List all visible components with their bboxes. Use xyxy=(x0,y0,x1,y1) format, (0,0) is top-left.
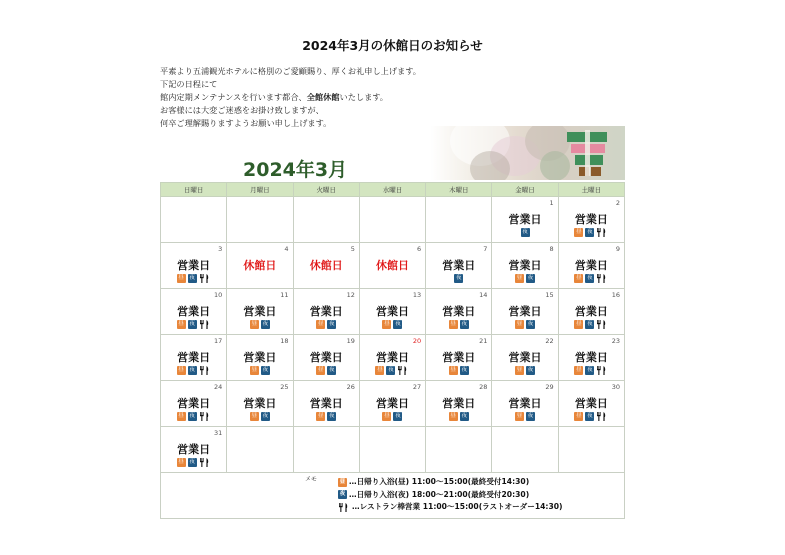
memo-cell xyxy=(161,473,625,519)
restaurant-icon xyxy=(199,274,211,283)
calendar-week-row xyxy=(161,427,625,473)
restaurant-icon xyxy=(199,366,211,375)
service-icons xyxy=(559,274,624,283)
day-number: 9 xyxy=(615,245,620,253)
calendar-day-cell xyxy=(426,335,492,381)
service-icons xyxy=(161,412,226,421)
day-number: 23 xyxy=(611,337,620,345)
day-number: 1 xyxy=(549,199,554,207)
night-bath-icon: 夜 xyxy=(456,275,462,281)
service-icons xyxy=(559,228,624,237)
night-bath-icon: 夜 xyxy=(189,459,195,465)
legend-item xyxy=(337,501,563,514)
service-icons xyxy=(492,366,557,375)
day-bath-icon: 昼 xyxy=(317,321,324,327)
day-number: 14 xyxy=(479,291,488,299)
day-bath-icon: 昼 xyxy=(576,321,582,327)
open-day-label: 営業日 xyxy=(442,259,476,272)
open-day-label: 営業日 xyxy=(177,397,211,410)
restaurant-icon xyxy=(199,412,211,421)
service-icons xyxy=(227,412,292,421)
calendar-day-cell xyxy=(359,289,425,335)
day-number: 13 xyxy=(412,291,422,299)
calendar-day-cell xyxy=(558,335,624,381)
open-day-label: 営業日 xyxy=(375,397,409,410)
restaurant-icon xyxy=(596,412,608,421)
intro-line: お客様には大変ご迷惑をお掛け致しますが、 xyxy=(160,105,324,115)
day-bath-icon: 昼 xyxy=(317,413,324,419)
day-bath-icon: 昼 xyxy=(450,367,457,373)
night-bath-icon: 夜 xyxy=(339,491,346,497)
night-bath-icon: 夜 xyxy=(189,367,195,373)
open-day-label: 営業日 xyxy=(442,397,476,410)
night-bath-icon: 夜 xyxy=(328,321,335,327)
service-icons xyxy=(492,320,557,329)
restaurant-icon xyxy=(199,320,211,329)
calendar-day-cell xyxy=(558,243,624,289)
calendar-empty-cell xyxy=(426,197,492,243)
night-bath-icon: 夜 xyxy=(587,229,593,235)
night-bath-icon: 夜 xyxy=(395,321,401,327)
day-bath-icon: 昼 xyxy=(178,413,184,419)
day-bath-icon: 昼 xyxy=(576,275,582,281)
weekday-header: 木曜日 xyxy=(426,183,492,197)
calendar-day-cell xyxy=(359,243,425,289)
open-day-label: 営業日 xyxy=(309,305,343,318)
night-bath-icon: 夜 xyxy=(527,275,534,281)
weekday-header: 土曜日 xyxy=(558,183,624,197)
closed-day-label: 休館日 xyxy=(309,259,343,272)
open-day-label: 営業日 xyxy=(508,351,542,364)
day-number: 22 xyxy=(545,337,554,345)
weekday-header: 月曜日 xyxy=(227,183,293,197)
day-bath-icon: 昼 xyxy=(317,367,324,373)
service-icons xyxy=(360,412,425,421)
day-number: 16 xyxy=(611,291,620,299)
spring-sign-icon xyxy=(565,128,611,178)
day-number: 10 xyxy=(214,291,223,299)
day-number: 6 xyxy=(416,245,422,253)
night-bath-icon: 夜 xyxy=(189,275,195,281)
open-day-label: 営業日 xyxy=(574,305,608,318)
day-number: 15 xyxy=(545,291,554,299)
calendar-body xyxy=(161,197,625,519)
intro-line: 平素より五浦観光ホテルに格別のご愛顧賜り、厚くお礼申し上げます。 xyxy=(160,66,421,76)
restaurant-icon xyxy=(596,228,608,237)
memo-row xyxy=(161,473,625,519)
calendar-week-row xyxy=(161,381,625,427)
day-bath-icon: 昼 xyxy=(450,321,457,327)
open-day-label: 営業日 xyxy=(442,305,476,318)
day-number: 30 xyxy=(611,383,620,391)
night-bath-icon: 夜 xyxy=(461,413,468,419)
service-icons xyxy=(492,228,557,237)
calendar-week-row xyxy=(161,335,625,381)
calendar-day-cell xyxy=(161,289,227,335)
calendar-day-cell xyxy=(558,381,624,427)
service-icons xyxy=(559,412,624,421)
calendar-week-row xyxy=(161,289,625,335)
day-number: 18 xyxy=(280,337,289,345)
day-number: 5 xyxy=(350,245,355,253)
day-number: 11 xyxy=(280,291,289,299)
night-bath-icon: 夜 xyxy=(262,321,269,327)
day-number: 20 xyxy=(412,337,422,345)
calendar-empty-cell xyxy=(426,427,492,473)
open-day-label: 営業日 xyxy=(574,259,608,272)
month-heading: 2024年3月 xyxy=(243,159,348,181)
open-day-label: 営業日 xyxy=(574,213,608,226)
open-day-label: 営業日 xyxy=(243,305,277,318)
calendar-empty-cell xyxy=(558,427,624,473)
restaurant-icon xyxy=(338,503,350,512)
day-bath-icon: 昼 xyxy=(178,367,184,373)
open-day-label: 営業日 xyxy=(508,305,542,318)
weekday-header: 日曜日 xyxy=(161,183,227,197)
calendar-day-cell xyxy=(161,335,227,381)
night-bath-icon: 夜 xyxy=(527,367,534,373)
day-number: 24 xyxy=(214,383,223,391)
night-bath-icon: 夜 xyxy=(262,367,269,373)
calendar-empty-cell xyxy=(227,197,293,243)
day-bath-icon: 昼 xyxy=(178,459,184,465)
calendar-day-cell xyxy=(426,381,492,427)
night-bath-icon: 夜 xyxy=(587,413,593,419)
day-number: 27 xyxy=(412,383,422,391)
day-number: 29 xyxy=(545,383,554,391)
service-icons xyxy=(426,274,491,283)
closed-day-label: 休館日 xyxy=(243,259,277,272)
day-number: 17 xyxy=(214,337,223,345)
open-day-label: 営業日 xyxy=(375,305,409,318)
calendar-empty-cell xyxy=(161,197,227,243)
open-day-label: 営業日 xyxy=(574,351,608,364)
service-icons xyxy=(426,320,491,329)
day-bath-icon: 昼 xyxy=(576,413,582,419)
day-number: 2 xyxy=(615,199,620,207)
calendar-week-row xyxy=(161,197,625,243)
day-number: 28 xyxy=(479,383,488,391)
day-bath-icon: 昼 xyxy=(251,367,258,373)
intro-line xyxy=(160,91,620,104)
service-icons xyxy=(426,412,491,421)
night-bath-icon: 夜 xyxy=(527,321,534,327)
restaurant-icon xyxy=(397,366,409,375)
intro-text-segment: いたします。 xyxy=(339,92,388,102)
calendar-empty-cell xyxy=(293,197,359,243)
service-icons xyxy=(294,320,359,329)
day-bath-icon: 昼 xyxy=(251,321,258,327)
calendar-day-cell xyxy=(492,197,558,243)
calendar-empty-cell xyxy=(293,427,359,473)
night-bath-icon: 夜 xyxy=(395,413,401,419)
day-bath-icon: 昼 xyxy=(339,478,346,485)
calendar-day-cell xyxy=(227,243,293,289)
restaurant-icon xyxy=(596,366,608,375)
legend-item xyxy=(337,489,563,502)
day-number: 8 xyxy=(549,245,554,253)
night-bath-icon: 夜 xyxy=(587,367,593,373)
weekday-header-row xyxy=(161,183,625,197)
legend-text: …レストラン棒営業 11:00～15:00(ラストオーダー14:30) xyxy=(352,502,563,511)
service-icons xyxy=(294,412,359,421)
day-bath-icon: 昼 xyxy=(384,413,390,419)
intro-text-segment: 館内定期メンテナンスを行います都合、 xyxy=(160,92,307,102)
open-day-label: 営業日 xyxy=(508,259,542,272)
calendar-day-cell xyxy=(492,335,558,381)
day-bath-icon: 昼 xyxy=(377,367,383,373)
legend-item xyxy=(337,476,563,489)
day-number: 12 xyxy=(346,291,355,299)
open-day-label: 営業日 xyxy=(309,397,343,410)
service-icons xyxy=(227,320,292,329)
service-icons xyxy=(559,320,624,329)
intro-line: 何卒ご理解賜りますようお願い申し上げます。 xyxy=(160,118,332,128)
memo-label: メモ xyxy=(305,476,318,483)
night-bath-icon: 夜 xyxy=(189,413,195,419)
weekday-header: 金曜日 xyxy=(492,183,558,197)
open-day-label: 営業日 xyxy=(375,351,409,364)
calendar-day-cell xyxy=(293,243,359,289)
night-bath-icon: 夜 xyxy=(388,367,394,373)
calendar-day-cell xyxy=(227,335,293,381)
calendar-day-cell xyxy=(227,381,293,427)
day-bath-icon: 昼 xyxy=(516,413,523,419)
day-bath-icon: 昼 xyxy=(178,321,184,327)
day-bath-icon: 昼 xyxy=(178,275,184,281)
day-number: 31 xyxy=(214,429,223,437)
calendar-day-cell xyxy=(492,243,558,289)
calendar-day-cell xyxy=(426,243,492,289)
calendar-day-cell xyxy=(293,335,359,381)
day-bath-icon: 昼 xyxy=(384,321,390,327)
page-title: 2024年3月の休館日のお知らせ xyxy=(302,38,483,53)
day-bath-icon: 昼 xyxy=(516,367,523,373)
calendar-day-cell xyxy=(492,289,558,335)
service-icons xyxy=(227,366,292,375)
service-icons xyxy=(426,366,491,375)
calendar-empty-cell xyxy=(227,427,293,473)
calendar-day-cell xyxy=(558,289,624,335)
service-icons xyxy=(492,412,557,421)
calendar-day-cell xyxy=(227,289,293,335)
night-bath-icon: 夜 xyxy=(522,229,528,235)
calendar-day-cell xyxy=(492,381,558,427)
calendar-empty-cell xyxy=(359,427,425,473)
intro-text xyxy=(160,65,620,130)
service-icons xyxy=(161,274,226,283)
calendar-day-cell xyxy=(359,335,425,381)
day-number: 3 xyxy=(218,245,223,253)
open-day-label: 営業日 xyxy=(243,397,277,410)
service-icons xyxy=(360,366,425,375)
calendar-day-cell xyxy=(161,427,227,473)
day-number: 26 xyxy=(346,383,355,391)
restaurant-icon xyxy=(199,458,211,467)
calendar-day-cell xyxy=(293,289,359,335)
open-day-label: 営業日 xyxy=(574,397,608,410)
night-bath-icon: 夜 xyxy=(461,321,468,327)
calendar-empty-cell xyxy=(359,197,425,243)
calendar-table xyxy=(160,182,625,519)
night-bath-icon: 夜 xyxy=(461,367,468,373)
closed-day-label: 休館日 xyxy=(375,259,409,272)
restaurant-icon xyxy=(596,274,608,283)
night-bath-icon: 夜 xyxy=(587,275,593,281)
closure-emphasis: 全館休館 xyxy=(306,92,340,102)
service-icons xyxy=(161,366,226,375)
open-day-label: 営業日 xyxy=(177,305,211,318)
calendar-day-cell xyxy=(293,381,359,427)
intro-line: 下記の日程にて xyxy=(160,79,218,89)
calendar-day-cell xyxy=(161,243,227,289)
open-day-label: 営業日 xyxy=(508,213,542,226)
day-number: 25 xyxy=(280,383,289,391)
day-number: 7 xyxy=(483,245,488,253)
day-bath-icon: 昼 xyxy=(450,413,457,419)
day-bath-icon: 昼 xyxy=(516,321,523,327)
night-bath-icon: 夜 xyxy=(189,321,195,327)
calendar-day-cell xyxy=(359,381,425,427)
legend-text: …日帰り入浴(昼) 11:00～15:00(最終受付14:30) xyxy=(349,477,530,486)
open-day-label: 営業日 xyxy=(243,351,277,364)
service-icons xyxy=(161,320,226,329)
service-icons xyxy=(294,366,359,375)
calendar-day-cell xyxy=(426,289,492,335)
legend-text: …日帰り入浴(夜) 18:00～21:00(最終受付20:30) xyxy=(349,489,530,499)
weekday-header: 水曜日 xyxy=(359,183,425,197)
weekday-header: 火曜日 xyxy=(293,183,359,197)
day-number: 19 xyxy=(346,337,355,345)
open-day-label: 営業日 xyxy=(177,259,211,272)
open-day-label: 営業日 xyxy=(177,351,211,364)
open-day-label: 営業日 xyxy=(442,351,476,364)
night-bath-icon: 夜 xyxy=(527,413,534,419)
night-bath-icon: 夜 xyxy=(328,413,335,419)
restaurant-icon xyxy=(596,320,608,329)
service-icons xyxy=(559,366,624,375)
day-number: 21 xyxy=(479,337,488,345)
service-icons xyxy=(161,458,226,467)
service-icons xyxy=(492,274,557,283)
day-bath-icon: 昼 xyxy=(516,275,523,281)
open-day-label: 営業日 xyxy=(177,443,211,456)
day-number: 4 xyxy=(284,245,289,253)
legend xyxy=(337,476,563,514)
open-day-label: 営業日 xyxy=(508,397,542,410)
night-bath-icon: 夜 xyxy=(262,413,269,419)
calendar-week-row xyxy=(161,243,625,289)
night-bath-icon: 夜 xyxy=(328,367,335,373)
day-bath-icon: 昼 xyxy=(576,229,582,235)
night-bath-icon: 夜 xyxy=(587,321,593,327)
calendar-day-cell xyxy=(558,197,624,243)
service-icons xyxy=(360,320,425,329)
day-bath-icon: 昼 xyxy=(576,367,582,373)
open-day-label: 営業日 xyxy=(309,351,343,364)
calendar-empty-cell xyxy=(492,427,558,473)
calendar-day-cell xyxy=(161,381,227,427)
day-bath-icon: 昼 xyxy=(251,413,258,419)
